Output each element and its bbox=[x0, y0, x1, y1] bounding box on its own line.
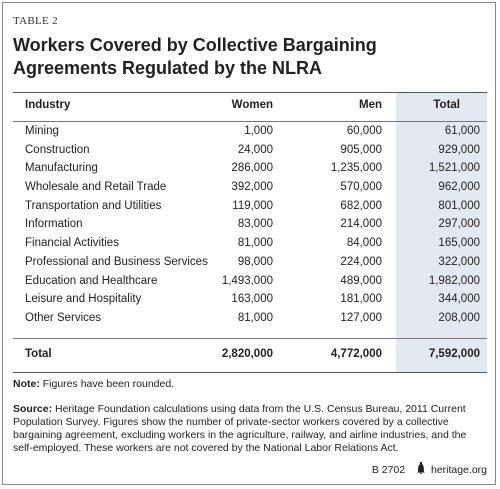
cell-women: 286,000 bbox=[231, 162, 273, 175]
table-title: Workers Covered by Collective Bargaining Agreements Regulated by the NLRA bbox=[13, 35, 377, 78]
cell-industry: Financial Activities bbox=[25, 237, 119, 250]
footer-code: B 2702 bbox=[371, 464, 406, 476]
table-row bbox=[0, 197, 500, 216]
table-body bbox=[0, 122, 500, 328]
cell-men: 1,235,000 bbox=[330, 162, 382, 175]
cell-total: 344,000 bbox=[438, 293, 480, 306]
cell-men: 214,000 bbox=[340, 218, 382, 231]
cell-industry: Information bbox=[25, 218, 83, 231]
cell-total: 208,000 bbox=[438, 311, 480, 324]
cell-total: 962,000 bbox=[438, 181, 480, 194]
cell-total: 1,982,000 bbox=[428, 274, 480, 287]
table-row bbox=[0, 309, 500, 328]
cell-men: 570,000 bbox=[340, 181, 382, 194]
table-label: TABLE 2 bbox=[13, 15, 58, 27]
note-text: Figures have been rounded. bbox=[39, 378, 175, 390]
cell-women: 392,000 bbox=[231, 181, 273, 194]
cell-women: 81,000 bbox=[237, 311, 273, 324]
cell-industry: Transportation and Utilities bbox=[25, 199, 162, 212]
table-row bbox=[0, 234, 500, 253]
cell-industry: Construction bbox=[25, 143, 90, 156]
total-women: 2,820,000 bbox=[221, 348, 273, 360]
source bbox=[13, 403, 487, 455]
table-row bbox=[0, 290, 500, 309]
cell-total: 297,000 bbox=[438, 218, 480, 231]
source-label: Source: bbox=[13, 403, 53, 415]
liberty-bell-icon bbox=[416, 462, 426, 477]
rule-bottom bbox=[13, 372, 487, 373]
cell-industry: Education and Healthcare bbox=[25, 274, 158, 287]
total-row bbox=[0, 339, 500, 372]
source-text: Heritage Foundation calculations using data from the U.S. Census Bureau, 2011 Current Population Survey. Figures show the number of private-sector workers covered by a collective bargaining agreement, excluding workers in the agriculture, railway, and airline industries, and the self-employed. These workers are not covered by the National Labor Relations Act. bbox=[13, 403, 467, 454]
cell-industry: Leisure and Hospitality bbox=[25, 293, 142, 306]
cell-industry: Manufacturing bbox=[25, 162, 98, 175]
cell-total: 801,000 bbox=[438, 199, 480, 212]
header-men: Men bbox=[359, 99, 382, 111]
note bbox=[13, 378, 174, 390]
header-total: Total bbox=[433, 99, 460, 111]
cell-total: 929,000 bbox=[438, 143, 480, 156]
cell-men: 905,000 bbox=[340, 143, 382, 156]
rule-top bbox=[13, 92, 487, 93]
cell-women: 1,493,000 bbox=[221, 274, 273, 287]
footer-site: heritage.org bbox=[430, 464, 487, 476]
cell-total: 322,000 bbox=[438, 255, 480, 268]
cell-men: 84,000 bbox=[346, 237, 382, 250]
footer bbox=[372, 462, 487, 477]
note-label: Note: bbox=[13, 378, 40, 390]
table-row bbox=[0, 159, 500, 178]
cell-women: 119,000 bbox=[232, 199, 273, 212]
total-men: 4,772,000 bbox=[330, 348, 382, 360]
total-label: Total bbox=[25, 348, 52, 360]
cell-women: 83,000 bbox=[237, 218, 273, 231]
table-row bbox=[0, 141, 500, 160]
table-row bbox=[0, 215, 500, 234]
cell-men: 224,000 bbox=[340, 255, 382, 268]
cell-women: 1,000 bbox=[244, 125, 273, 137]
cell-women: 163,000 bbox=[231, 293, 273, 306]
header-women: Women bbox=[231, 99, 273, 111]
table-row bbox=[0, 272, 500, 291]
cell-women: 81,000 bbox=[237, 237, 273, 250]
cell-total: 61,000 bbox=[444, 125, 480, 137]
cell-industry: Wholesale and Retail Trade bbox=[25, 181, 167, 194]
cell-industry: Mining bbox=[25, 125, 59, 137]
cell-men: 181,000 bbox=[340, 293, 382, 306]
table-row bbox=[0, 253, 500, 272]
cell-men: 60,000 bbox=[346, 125, 382, 137]
header-industry: Industry bbox=[25, 99, 71, 111]
cell-total: 1,521,000 bbox=[428, 162, 480, 175]
cell-women: 98,000 bbox=[237, 255, 273, 268]
cell-men: 489,000 bbox=[340, 274, 382, 287]
cell-industry: Professional and Business Services bbox=[25, 255, 208, 268]
cell-total: 165,000 bbox=[438, 237, 480, 250]
table-row bbox=[0, 122, 500, 141]
cell-men: 127,000 bbox=[340, 311, 382, 324]
total-total: 7,592,000 bbox=[428, 348, 480, 360]
cell-women: 24,000 bbox=[237, 143, 273, 156]
cell-men: 682,000 bbox=[340, 199, 382, 212]
cell-industry: Other Services bbox=[25, 311, 102, 324]
table-row bbox=[0, 178, 500, 197]
